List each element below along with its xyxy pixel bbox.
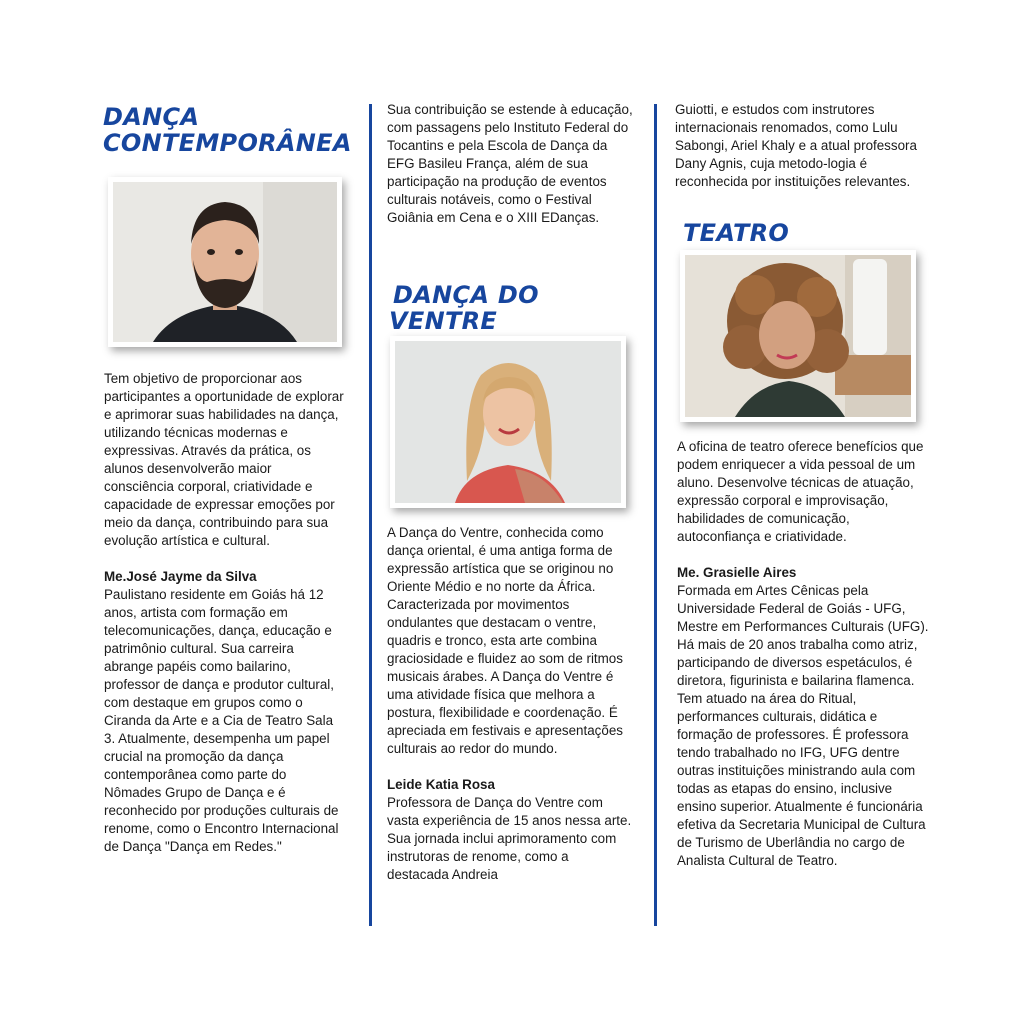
- col2-continuation: [387, 101, 633, 227]
- heading-line-2: VENTRE: [389, 307, 498, 335]
- heading-line-1: DANÇA: [103, 103, 200, 131]
- description-danca-contemporanea: Tem objetivo de proporcionar aos participantes a oportunidade de explorar e aprimorar suas habilidades na dança, utilizando técnicas modernas e expressivas. Através da prática, os alunos desenvolverão maior consciência corporal, criatividade e capacidade de expressar emoções por meio da dança, contribuindo para sua evolução artística e cultural.: [104, 371, 344, 548]
- column-divider-left: [369, 104, 372, 926]
- heading-teatro: [683, 220, 883, 246]
- col2-body: [387, 524, 633, 884]
- description-teatro: A oficina de teatro oferece benefícios que podem enriquecer a vida pessoal de um aluno. Desenvolve técnicas de atuação, expressão corporal e improvisação, habilidades de comunicação, autoconfiança e criatividade.: [677, 439, 924, 544]
- instructor-name-grasielle: Me. Grasielle Aires: [677, 565, 797, 580]
- column-divider-right: [654, 104, 657, 926]
- photo-jose-jayme: [108, 177, 342, 347]
- instructor-name-leide-katia: Leide Katia Rosa: [387, 777, 495, 792]
- portrait-man-illustration: [113, 182, 337, 342]
- heading-danca-contemporanea: [103, 104, 363, 156]
- photo-leide-katia: [390, 336, 626, 508]
- instructor-bio-jose-jayme: Paulistano residente em Goiás há 12 anos, artista com formação em telecomunicações, dança, educação e patrimônio cultural. Sua carreira abrange papéis como bailarino, professor de dança e produtor cultural, com destaque em grupos como o Ciranda da Arte e a Cia de Teatro Sala 3. Atualmente, desempenha um papel crucial na promoção da dança contemporânea como parte do Nômades Grupo de Dança e é reconhecido por produções culturais de renome, como o Encontro Internacional de Dança "Dança em Redes.": [104, 587, 339, 854]
- instructor-bio-leide-katia: Professora de Dança do Ventre com vasta experiência de 15 anos nessa arte. Sua jornada inclui aprimoramento com instrutoras de renome, como a destacada Andreia: [387, 795, 632, 882]
- photo-grasielle-aires: [680, 250, 916, 422]
- col1-body: [104, 370, 344, 856]
- bio-continuation-jose-jayme: Sua contribuição se estende à educação, com passagens pelo Instituto Federal do Tocantins e pela Escola de Dança da EFG Basileu França, além de sua participação na produção de eventos culturais notáveis, como o Festival Goiânia em Cena e o XIII EDanças.: [387, 102, 633, 225]
- heading-teatro-text: TEATRO: [683, 219, 790, 247]
- portrait-woman-curly-illustration: [685, 255, 911, 417]
- heading-line-1: DANÇA DO: [393, 281, 539, 309]
- heading-line-2: CONTEMPORÂNEA: [103, 129, 352, 157]
- col3-continuation: [675, 101, 935, 191]
- heading-danca-do-ventre: [389, 282, 639, 334]
- description-danca-do-ventre: A Dança do Ventre, conhecida como dança oriental, é uma antiga forma de expressão artística que se originou no Oriente Médio e no norte da África. Caracterizada por movimentos ondulantes que destacam o ventre, quadris e tronco, esta arte combina graciosidade e fluidez ao som de ritmos musicais árabes. A Dança do Ventre é uma atividade física que melhora a postura, flexibilidade e coordenação. É apreciada em festivais e apresentações culturais ao redor do mundo.: [387, 525, 623, 756]
- portrait-woman-illustration: [395, 341, 621, 503]
- instructor-name-jose-jayme: Me.José Jayme da Silva: [104, 569, 257, 584]
- instructor-bio-grasielle: Formada em Artes Cênicas pela Universidade Federal de Goiás - UFG, Mestre em Performances Culturais (UFG). Há mais de 20 anos trabalha como atriz, participando de diversos espetáculos, é diretora, figurinista e bailarina flamenca. Tem atuado na área do Ritual, performances culturais, didática e formação de professores. É professora tendo trabalhado no IFG, UFG dentre outras instituições ministrando aula com todas as etapas do ensino, inclusive ensino superior. Atualmente é funcionária efetiva da Secretaria Municipal de Cultura de Turismo de Uberlândia no cargo de Analista Cultural de Teatro.: [677, 583, 929, 868]
- col3-body: [677, 438, 933, 870]
- bio-continuation-leide-katia: Guiotti, e estudos com instrutores internacionais renomados, como Lulu Sabongi, Ariel Khaly e a atual professora Dany Agnis, cuja metodo-logia é reconhecida por instituições relevantes.: [675, 102, 917, 189]
